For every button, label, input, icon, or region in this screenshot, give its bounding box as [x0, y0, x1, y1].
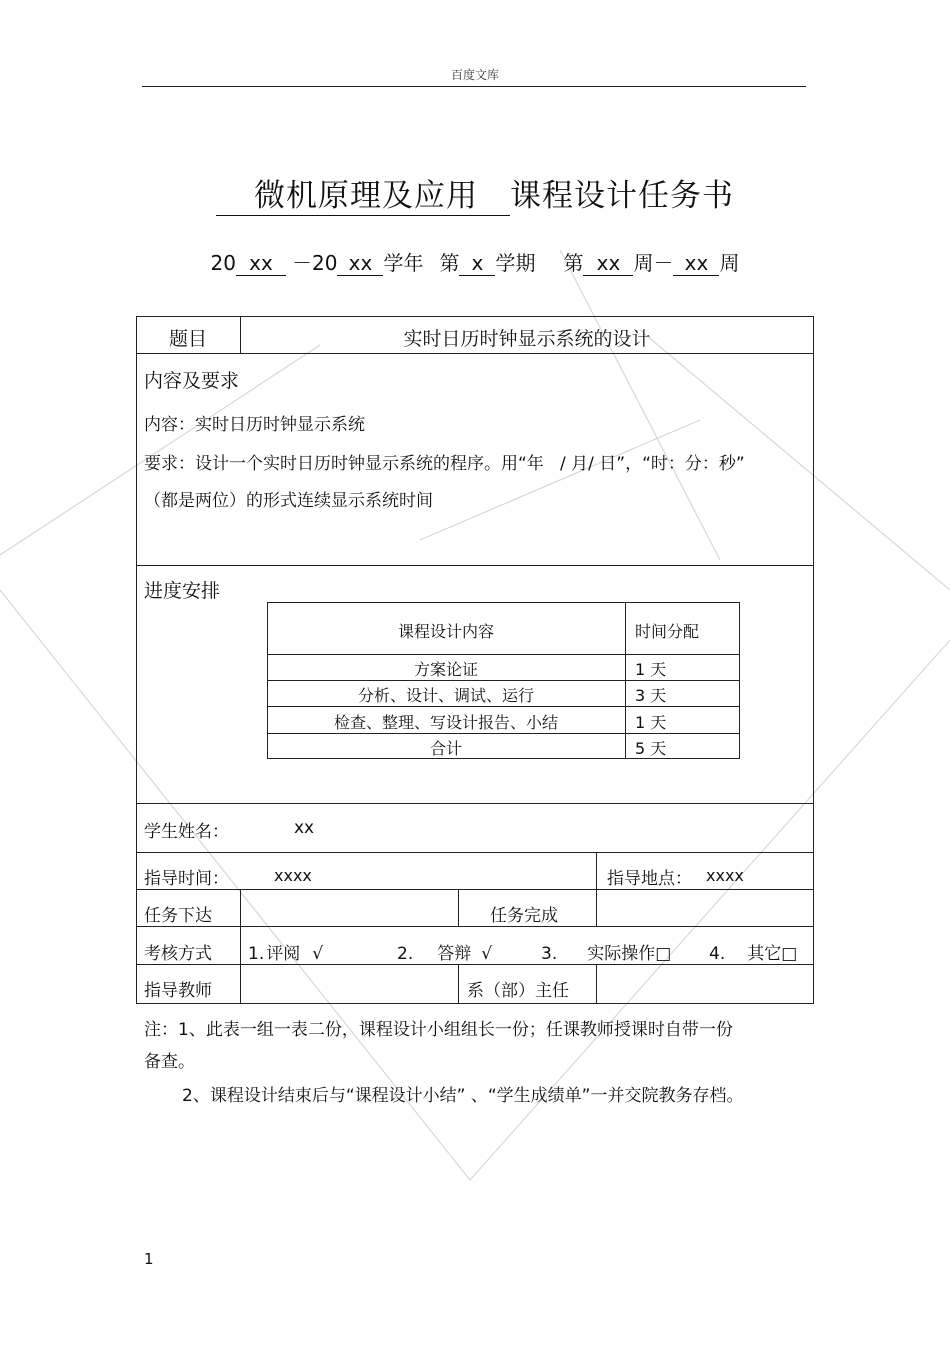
week-dash: 周－: [633, 251, 674, 275]
note-line-2: 备查。: [144, 1052, 195, 1072]
schedule-heading: 进度安排: [144, 580, 221, 602]
schedule-row-time: 3 天: [635, 686, 667, 705]
year-dash: －20: [292, 251, 338, 275]
schedule-row-time: 1 天: [635, 713, 667, 732]
schedule-row-content: 检查、整理、写设计报告、小结: [333, 713, 558, 732]
header-rule: [142, 86, 806, 87]
assessment-option-review: 1. 评阅 √: [248, 944, 324, 964]
teacher-label: 指导教师: [144, 981, 212, 1001]
task-complete-label: 任务完成: [490, 906, 558, 926]
check-icon: √: [312, 944, 324, 964]
document-title: [0, 170, 950, 216]
di-label-2: 第: [563, 251, 584, 275]
week-start: xx: [583, 251, 633, 276]
guide-time-value: xxxx: [274, 866, 312, 885]
task-issue-label: 任务下达: [144, 906, 212, 926]
student-value: xx: [294, 818, 315, 838]
week-end: xx: [673, 251, 719, 276]
page-number: 1: [144, 1250, 154, 1268]
schedule-row-content: 分析、设计、调试、运行: [357, 686, 534, 705]
start-year: xx: [236, 251, 286, 276]
check-icon: √: [481, 944, 493, 964]
guide-place-label: 指导地点：: [607, 869, 692, 889]
term-line: [0, 247, 950, 276]
checkbox-icon: □: [655, 944, 672, 964]
dept-label: 系（部）主任: [467, 981, 569, 1001]
schedule-row-time: 5 天: [635, 739, 667, 758]
xueqi-label: 学期: [495, 251, 536, 275]
assessment-label: 考核方式: [144, 944, 212, 964]
topic-value: 实时日历时钟显示系统的设计: [403, 328, 651, 350]
note-line-3: 2、课程设计结束后与“课程设计小结” 、“学生成绩单”一并交院教务存档。: [182, 1086, 744, 1106]
requirement-line-1: 要求：设计一个实时日历时钟显示系统的程序。用“年 / 月/ 日”，“时：分：秒”: [144, 454, 745, 474]
xuenian-label: 学年: [383, 251, 424, 275]
schedule-row-content: 合计: [429, 739, 462, 758]
checkbox-icon: □: [781, 944, 798, 964]
requirement-line-2: （都是两位）的形式连续显示系统时间: [144, 491, 433, 511]
page-header-text: 百度文库: [450, 68, 499, 82]
guide-time-label: 指导时间：: [144, 869, 229, 889]
di-label-1: 第: [439, 251, 460, 275]
schedule-header-time: 时间分配: [635, 622, 700, 641]
assessment-option-practice: 3. 实际操作□: [541, 944, 672, 964]
note-line-1: 注：1、此表一组一表二份，课程设计小组组长一份；任课教师授课时自带一份: [144, 1020, 733, 1040]
content-heading: 内容及要求: [144, 370, 240, 392]
content-line: 内容：实时日历时钟显示系统: [144, 415, 365, 435]
title-suffix: 课程设计任务书: [510, 178, 734, 214]
year-prefix: 20: [210, 251, 236, 275]
zhou-label: 周: [719, 251, 740, 275]
end-year: xx: [337, 251, 383, 276]
schedule-header-content: 课程设计内容: [397, 622, 494, 641]
student-label: 学生姓名：: [144, 822, 229, 842]
semester-value: x: [459, 251, 495, 276]
assessment-option-other: 4. 其它□: [709, 944, 798, 964]
course-name: 微机原理及应用: [216, 179, 510, 216]
guide-place-value: xxxx: [706, 866, 744, 885]
assessment-option-defense: 2. 答辩 √: [397, 944, 493, 964]
schedule-row-content: 方案论证: [413, 660, 478, 679]
topic-label: 题目: [168, 328, 207, 350]
schedule-row-time: 1 天: [635, 660, 667, 679]
